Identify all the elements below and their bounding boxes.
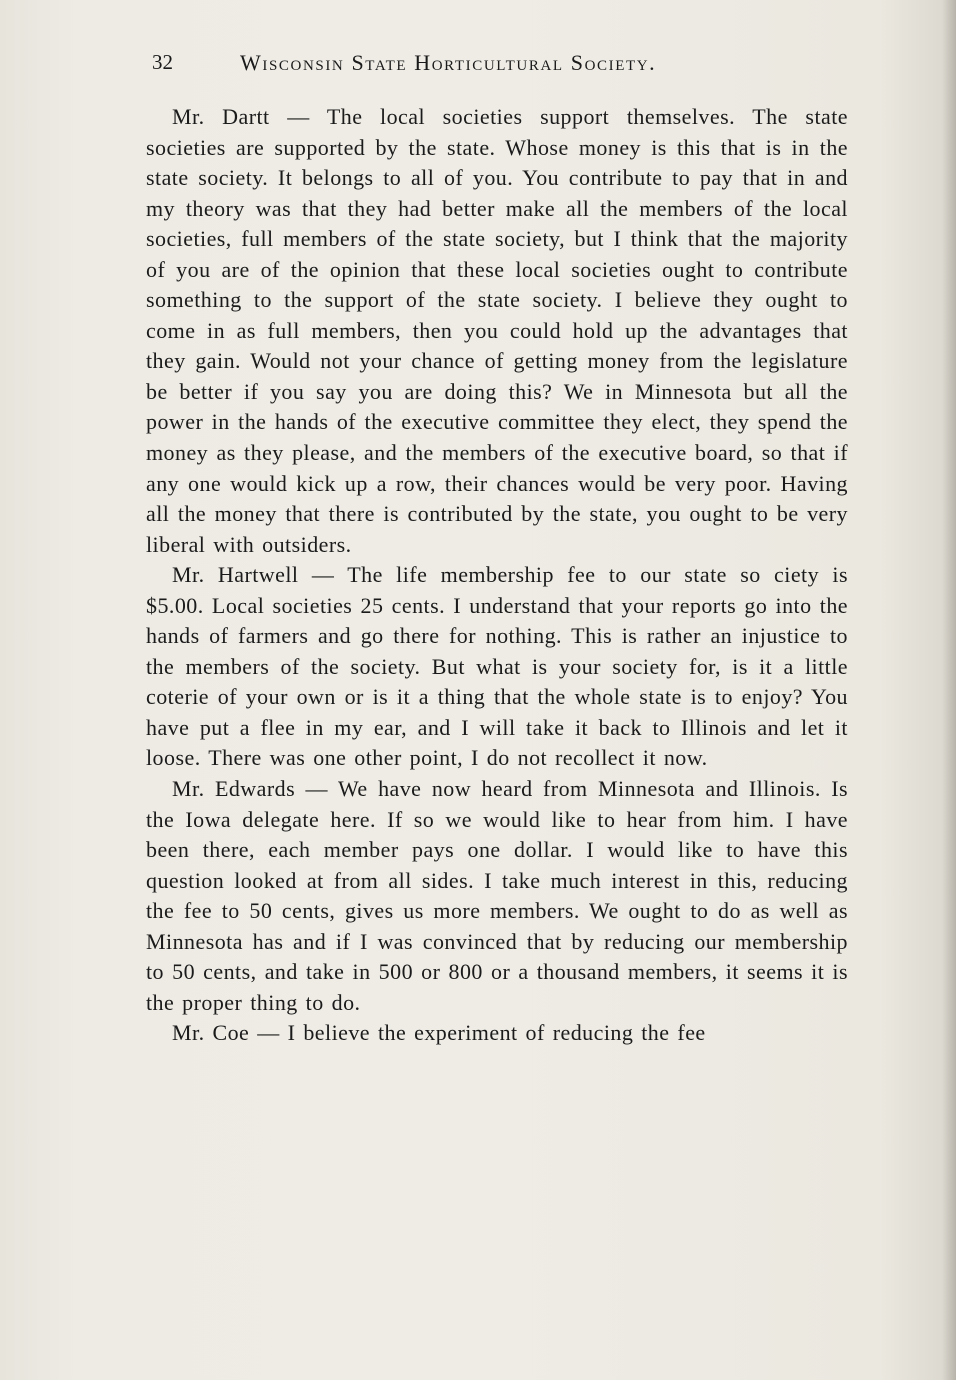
page-edge-shadow [942, 0, 956, 1380]
paragraph-hartwell: Mr. Hartwell — The life membership fee to our state so ciety is $5.00. Local societies 25 cents. I understand that your reports go into the hands of farmers and go there for nothing. This is rather an injustice to the members of the society. But what is your society for, is it a little coterie of your own or is it a thing that the whole state is to enjoy? You have put a flee in my ear, and I will take it back to Illinois and let it loose. There was one other point, I do not recollect it now. [146, 562, 848, 771]
paragraph-coe: Mr. Coe — I believe the experiment of reducing the fee [172, 1020, 706, 1046]
paragraph-edwards: Mr. Edwards — We have now heard from Minnesota and Illinois. Is the Iowa delegate here. If so we would like to hear from him. I have been there, each member pays one dollar. I would like to have this question looked at from all sides. I take much interest in this, reducing the fee to 50 cents, gives us more members. We ought to do as well as Minnesota has and if I was convinced that by reducing our membership to 50 cents, and take in 500 or 800 or a thousand members, it seems it is the proper thing to do. [146, 776, 848, 1015]
page-header [152, 50, 792, 82]
paragraph-dartt: Mr. Dartt — The local societies support themselves. The state societies are supported by the state. Whose money is this that is in the state society. It belongs to all of you. You contribute to pay that in and my theory was that they had better make all the members of the local societies, full members of the state society, but I think that the majority of you are of the opinion that these local societies ought to contribute something to the support of the state society. I believe they ought to come in as full members, then you could hold up the advantages that they gain. Would not your chance of getting money from the legislature be better if you say you are doing this? We in Minnesota but all the power in the hands of the executive committee they elect, they spend the money as they please, and the members of the executive board, so that if any one would kick up a row, their chances would be very poor. Having all the money that there is contributed by the state, you ought to be very liberal with outsiders. [146, 104, 848, 557]
running-title: Wisconsin State Horticultural Society. [240, 50, 657, 75]
body-text [146, 102, 848, 1049]
page-number: 32 [152, 50, 173, 74]
